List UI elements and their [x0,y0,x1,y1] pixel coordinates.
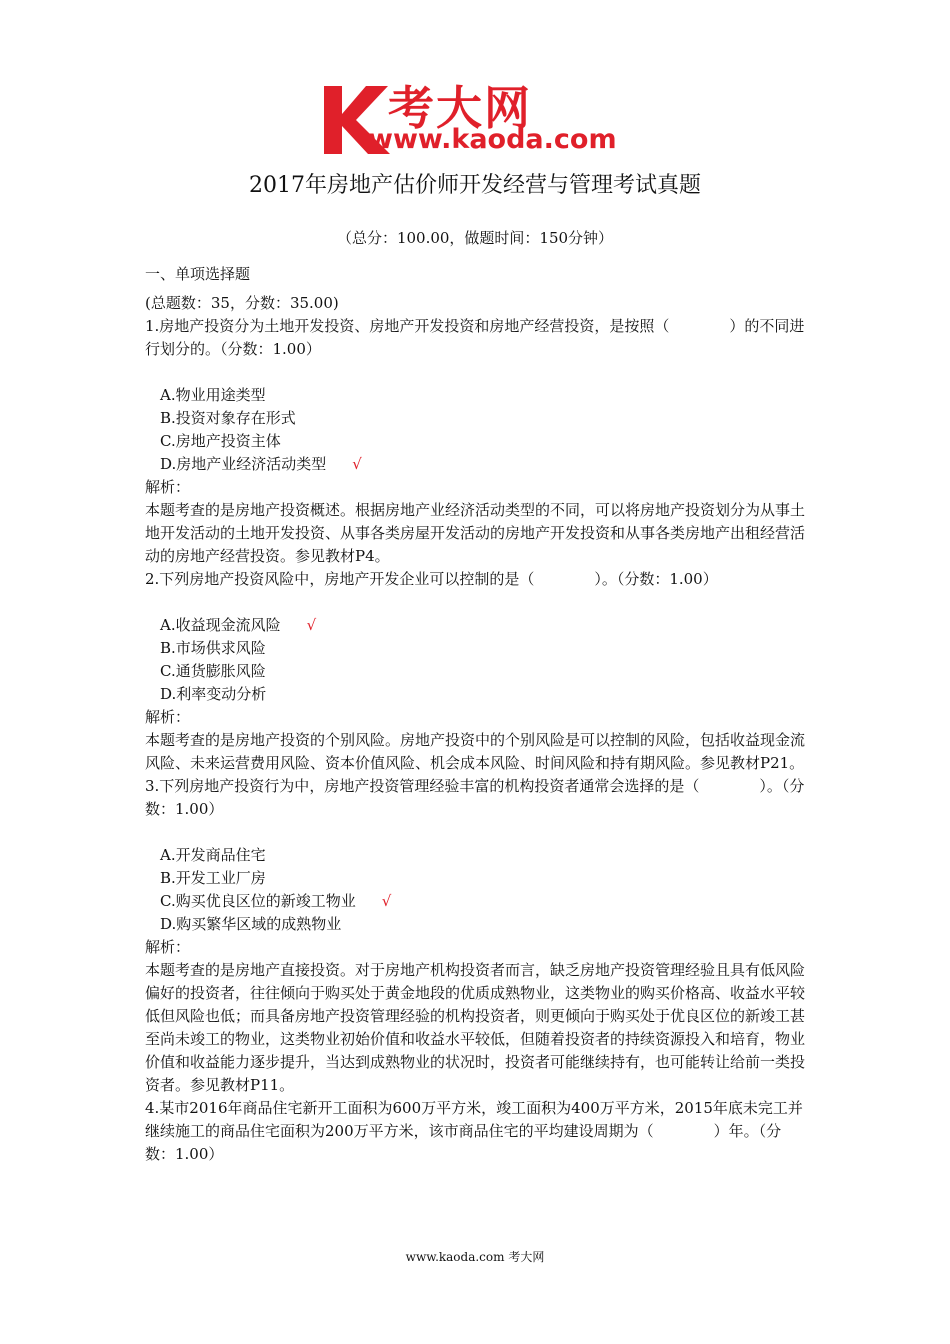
option-d: D.房地产业经济活动类型 √ [160,455,362,473]
question-2 [145,568,810,775]
option-d: D.利率变动分析 [160,685,267,703]
question-stem: 4.某市2016年商品住宅新开工面积为600万平方米，竣工面积为400万平方米，2015年底未完工并继续施工的商品住宅面积为200万平方米，该市商品住宅的平均建设周期为（ ）年。（分数：1.00） [145,1099,803,1163]
option-b: B.开发工业厂房 [160,869,266,887]
analysis-label: 解析： [145,938,191,956]
option-b: B.市场供求风险 [160,639,266,657]
logo-text-cn: 考大网 [388,81,532,135]
logo-text-url: www.kaoda.com [368,124,617,155]
analysis-text: 本题考查的是房地产投资概述。根据房地产业经济活动类型的不同，可以将房地产投资划分为从事土地开发活动的土地开发投资、从事各类房屋开发活动的房地产开发投资和从事各类房地产出租经营活动的房地产经营投资。参见教材P4。 [145,501,806,565]
question-stem: 1.房地产投资分为土地开发投资、房地产开发投资和房地产经营投资，是按照（ ）的不同进行划分的。（分数：1.00） [145,317,805,358]
analysis-label: 解析： [145,478,191,496]
option-a: A.物业用途类型 [160,386,266,404]
correct-check-icon: √ [352,455,362,473]
option-a: A.开发商品住宅 [160,846,266,864]
correct-check-icon: √ [381,892,392,910]
page-footer: www.kaoda.com 考大网 [405,1250,545,1264]
option-c: C.通货膨胀风险 [160,662,266,680]
analysis-text: 本题考查的是房地产投资的个别风险。房地产投资中的个别风险是可以控制的风险，包括收益现金流风险、未来运营费用风险、资本价值风险、机会成本风险、时间风险和持有期风险。参见教材P21。 [145,731,806,772]
section-info: (总题数：35，分数：35.00) [145,294,339,312]
option-a: A.收益现金流风险 √ [160,616,317,634]
kaoda-logo [318,80,638,160]
exam-info: （总分：100.00，做题时间：150分钟） [336,229,614,247]
correct-check-icon: √ [306,616,317,634]
page-title: 2017年房地产估价师开发经营与管理考试真题 [249,173,701,198]
option-d: D.购买繁华区域的成熟物业 [160,915,342,933]
question-4 [145,1097,810,1166]
question-1 [145,315,810,568]
analysis-text: 本题考查的是房地产直接投资。对于房地产机构投资者而言，缺乏房地产投资管理经验且具有低风险偏好的投资者，往往倾向于购买处于黄金地段的优质成熟物业，这类物业的购买价格高、收益水平较低但风险也低；而具备房地产投资管理经验的机构投资者，则更倾向于购买处于优良区位的新竣工甚至尚未竣工的物业，这类物业初始价值和收益水平较低，但随着投资者的持续资源投入和培育，物业价值和收益能力逐步提升，当达到成熟物业的状况时，投资者可能继续持有，也可能转让给前一类投资者。参见教材P11。 [145,961,806,1094]
option-c: C.房地产投资主体 [160,432,281,450]
question-stem: 2.下列房地产投资风险中，房地产开发企业可以控制的是（ ）。（分数：1.00） [145,570,718,588]
exam-content [145,263,810,1166]
section-heading: 一、单项选择题 [145,265,251,283]
option-c: C.购买优良区位的新竣工物业 √ [160,892,392,910]
question-3 [145,775,810,1097]
option-b: B.投资对象存在形式 [160,409,296,427]
analysis-label: 解析： [145,708,191,726]
question-stem: 3.下列房地产投资行为中，房地产投资管理经验丰富的机构投资者通常会选择的是（ ）。（分数：1.00） [145,777,805,818]
